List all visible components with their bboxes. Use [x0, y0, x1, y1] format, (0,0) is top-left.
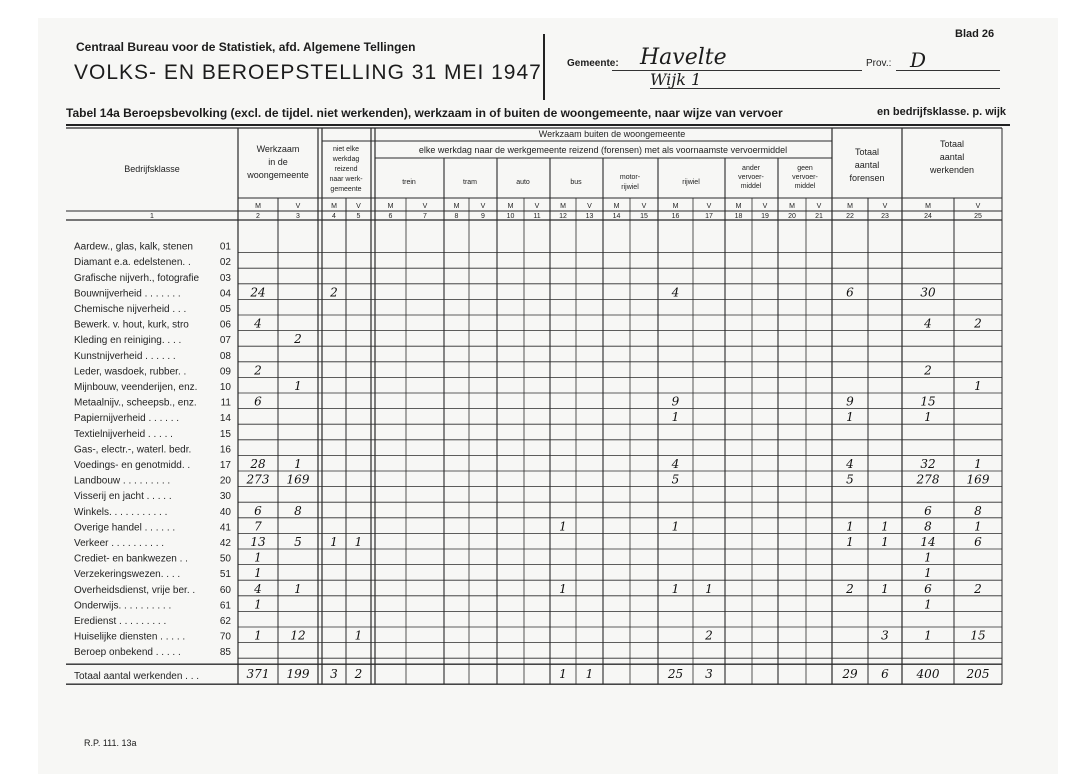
cell-value: 15	[920, 394, 936, 409]
cell-value: 8	[294, 503, 302, 518]
column-sex-label: V	[295, 203, 301, 210]
cell-value: 8	[924, 519, 932, 534]
cell-value: 8	[974, 503, 982, 518]
cell-value: 1	[881, 581, 889, 596]
totaal-werkenden-header: aantal	[939, 152, 965, 162]
cell-value: 4	[671, 285, 680, 300]
niet-elke-header: gemeente	[330, 186, 362, 193]
niet-elke-header: niet elke	[332, 146, 360, 153]
total-value: 400	[916, 667, 940, 682]
total-value: 25	[667, 667, 684, 682]
row-code: 42	[219, 538, 231, 549]
row-code: 01	[219, 241, 231, 253]
column-number: 18	[734, 213, 743, 220]
column-sex-label: M	[560, 203, 566, 210]
motor-rijwiel-header: rijwiel	[621, 184, 639, 191]
column-sex-label: M	[672, 203, 679, 210]
cell-value: 2	[254, 363, 262, 378]
cell-value: 6	[254, 394, 262, 409]
prov-label: Prov.:	[866, 58, 892, 69]
column-sex-label: M	[453, 203, 460, 210]
column-sex-label: M	[789, 203, 795, 210]
column-number: 22	[846, 213, 854, 220]
cell-value: 1	[974, 457, 982, 471]
table-title-extension: en bedrijfsklasse. p. wijk	[877, 106, 1006, 118]
total-value: 3	[330, 667, 338, 682]
form-title: VOLKS- EN BEROEPSTELLING 31 MEI 1947	[74, 61, 542, 84]
cell-value: 2	[924, 363, 932, 378]
column-sex-label: V	[587, 203, 592, 210]
row-label: Huiselijke diensten . . . . .	[74, 631, 186, 643]
row-code: 08	[219, 350, 231, 362]
total-value: 1	[585, 667, 594, 682]
column-number: 11	[533, 213, 541, 220]
column-sex-label: V	[422, 203, 428, 210]
column-number: 10	[506, 213, 515, 220]
column-number: 20	[788, 213, 796, 220]
total-value: 371	[246, 667, 270, 682]
cell-value: 7	[254, 519, 262, 534]
bedrijfsklasse-header: Bedrijfsklasse	[124, 164, 180, 174]
column-number: 21	[815, 213, 823, 220]
total-value: 199	[286, 667, 310, 682]
cell-value: 1	[671, 519, 680, 534]
cell-value: 1	[924, 628, 932, 643]
werkzaam-in-header: in de	[268, 157, 288, 167]
column-number: 7	[423, 213, 427, 220]
column-sex-label: V	[641, 203, 647, 210]
row-label: Landbouw . . . . . . . . .	[74, 475, 171, 487]
column-number: 2	[256, 213, 260, 220]
column-sex-label: M	[387, 203, 394, 210]
cell-value: 1	[924, 550, 932, 565]
total-value: 29	[842, 667, 858, 682]
cell-value: 278	[916, 472, 940, 487]
cell-value: 1	[254, 550, 262, 565]
wijk-handwritten-value: Wijk 1	[650, 70, 702, 89]
row-code: 51	[219, 569, 231, 581]
bus-header: bus	[570, 179, 582, 186]
row-code: 30	[219, 491, 231, 503]
row-label: Overige handel . . . . . .	[74, 522, 176, 534]
column-number: 13	[585, 213, 594, 220]
column-number: 8	[454, 213, 459, 220]
cell-value: 1	[846, 410, 854, 425]
auto-header: auto	[516, 179, 530, 186]
niet-elke-header: reizend	[334, 166, 358, 173]
cell-value: 4	[671, 457, 680, 471]
row-label: Metaalnijv., scheepsb., enz.	[74, 397, 197, 409]
table-title: Tabel 14a Beroepsbevolking (excl. de tijdel. niet werkenden), werkzaam in of buiten de woongemeente, naar wijze van vervoer	[66, 106, 783, 120]
row-label: Aardew., glas, kalk, stenen	[74, 241, 193, 253]
rijwiel-header: rijwiel	[682, 179, 700, 186]
gemeente-handwritten-value: Havelte	[640, 45, 727, 70]
cell-value: 14	[920, 535, 936, 549]
cell-value: 1	[846, 535, 854, 549]
row-label: Crediet- en bankwezen . .	[74, 553, 188, 565]
column-number: 24	[924, 213, 932, 220]
row-code: 05	[219, 304, 231, 315]
total-value: 205	[966, 667, 990, 682]
cell-value: 5	[671, 472, 680, 487]
geen-vervoermiddel-header: vervoer-	[792, 174, 818, 181]
row-label: Leder, wasdoek, rubber. .	[74, 366, 187, 378]
totaal-forensen-header: aantal	[854, 160, 880, 170]
column-number: 12	[559, 213, 567, 220]
row-label: Gas-, electr.-, waterl. bedr.	[74, 444, 192, 456]
cell-value: 6	[846, 285, 854, 300]
row-code: 16	[219, 444, 231, 456]
cell-value: 2	[330, 285, 338, 300]
cell-value: 2	[974, 316, 982, 331]
row-label: Onderwijs. . . . . . . . . .	[74, 600, 172, 612]
cell-value: 5	[846, 472, 854, 487]
row-code: 61	[219, 600, 231, 612]
row-label: Verzekeringswezen. . . .	[74, 569, 181, 581]
cell-value: 1	[354, 628, 363, 643]
row-label: Eredienst . . . . . . . . .	[74, 616, 167, 627]
total-value: 2	[354, 667, 363, 682]
column-sex-label: M	[925, 203, 931, 210]
ander-vervoermiddel-header: ander	[742, 165, 760, 172]
cell-value: 1	[330, 535, 338, 549]
row-code: 07	[219, 335, 231, 347]
column-number: 3	[296, 213, 300, 220]
column-sex-label: V	[706, 203, 712, 210]
cell-value: 1	[254, 597, 262, 612]
row-code: 15	[219, 428, 231, 440]
row-label: Verkeer . . . . . . . . . .	[74, 538, 165, 549]
row-code: 85	[219, 647, 231, 659]
totaal-forensen-header: forensen	[849, 173, 885, 183]
cell-value: 9	[846, 394, 854, 409]
cell-value: 1	[924, 597, 932, 612]
row-label: Textielnijverheid . . . . .	[74, 428, 173, 440]
row-label: Visserij en jacht . . . . .	[74, 491, 172, 503]
cell-value: 5	[294, 535, 302, 549]
column-sex-label: M	[735, 203, 742, 210]
row-code: 03	[219, 272, 231, 284]
row-code: 09	[219, 366, 231, 378]
cell-value: 15	[970, 628, 986, 643]
cell-value: 6	[254, 503, 262, 518]
cell-value: 1	[294, 379, 302, 393]
column-sex-label: M	[255, 203, 261, 210]
column-number: 15	[640, 213, 648, 220]
row-code: 41	[219, 522, 231, 534]
cell-value: 4	[846, 457, 854, 471]
cell-value: 4	[254, 316, 262, 331]
row-code: 20	[219, 475, 231, 487]
cell-value: 6	[974, 535, 982, 549]
row-code: 11	[220, 397, 231, 409]
cell-value: 2	[974, 581, 982, 596]
page-number: Blad 26	[955, 28, 995, 40]
column-sex-label: V	[816, 203, 822, 210]
cell-value: 1	[974, 519, 982, 534]
row-label: Bouwnijverheid . . . . . . .	[74, 288, 181, 300]
column-number: 23	[881, 213, 889, 220]
row-code: 02	[219, 257, 231, 269]
cell-value: 4	[254, 581, 262, 596]
column-sex-label: V	[882, 203, 888, 210]
cell-value: 1	[254, 566, 262, 581]
cell-value: 28	[250, 457, 266, 471]
cell-value: 2	[705, 628, 713, 643]
column-number: 16	[671, 213, 680, 220]
row-label: Kleding en reiniging. . . .	[74, 335, 182, 347]
column-sex-label: V	[975, 203, 981, 210]
row-code: 14	[219, 413, 231, 425]
totaal-werkenden-header: Totaal	[939, 139, 965, 149]
cell-value: 1	[671, 581, 680, 596]
cell-value: 1	[881, 519, 889, 534]
elke-werkdag-header: elke werkdag naar de werkgemeente reizend (forensen) met als voornaamste vervoermiddel	[418, 145, 788, 155]
column-sex-label: V	[534, 203, 540, 210]
cell-value: 1	[559, 581, 567, 596]
gemeente-label: Gemeente:	[567, 58, 619, 69]
row-label: Papiernijverheid . . . . . .	[74, 413, 180, 425]
row-code: 04	[219, 288, 231, 300]
tram-header: tram	[463, 179, 477, 186]
total-value: 1	[559, 667, 567, 682]
trein-header: trein	[402, 179, 416, 186]
motor-rijwiel-header: motor-	[619, 174, 641, 181]
column-sex-label: M	[331, 203, 337, 210]
column-number: 17	[705, 213, 713, 220]
column-number: 6	[388, 213, 393, 220]
total-row-label: Totaal aantal werkenden . . .	[74, 671, 200, 683]
total-value: 3	[705, 667, 713, 682]
niet-elke-header: werkdag	[332, 156, 360, 163]
row-label: Overheidsdienst, vrije ber. .	[74, 584, 196, 596]
cell-value: 12	[290, 628, 306, 643]
cell-value: 1	[924, 566, 932, 581]
cell-value: 1	[705, 581, 713, 596]
organization-name: Centraal Bureau voor de Statistiek, afd. Algemene Tellingen	[76, 40, 416, 54]
column-number: 5	[356, 213, 361, 220]
column-sex-label: V	[762, 203, 768, 210]
totaal-werkenden-header: werkenden	[929, 165, 975, 175]
row-label: Grafische nijverh., fotografie	[74, 272, 200, 284]
cell-value: 169	[286, 472, 310, 487]
column-sex-label: M	[847, 203, 853, 210]
cell-value: 6	[924, 581, 932, 596]
cell-value: 1	[846, 519, 854, 534]
ander-vervoermiddel-header: middel	[740, 183, 762, 190]
cell-value: 2	[294, 332, 302, 347]
form-code: R.P. 111. 13a	[84, 738, 137, 748]
column-number: 4	[332, 213, 336, 220]
row-code: 62	[219, 616, 231, 627]
cell-value: 169	[966, 472, 990, 487]
cell-value: 1	[671, 410, 680, 425]
column-sex-label: V	[356, 203, 361, 210]
row-label: Bewerk. v. hout, kurk, stro	[74, 319, 189, 331]
cell-value: 32	[920, 457, 936, 471]
cell-value: 4	[924, 316, 932, 331]
column-number: 19	[761, 213, 769, 220]
cell-value: 30	[920, 285, 936, 300]
cell-value: 2	[846, 581, 854, 596]
cell-value: 9	[671, 394, 680, 409]
column-sex-label: M	[613, 203, 620, 210]
cell-value: 1	[974, 379, 982, 393]
row-code: 60	[219, 584, 231, 596]
geen-vervoermiddel-header: geen	[797, 165, 813, 172]
werkzaam-in-header: Werkzaam	[256, 144, 300, 154]
row-code: 40	[219, 506, 231, 518]
totaal-forensen-header: Totaal	[854, 147, 880, 157]
row-label: Winkels. . . . . . . . . . .	[74, 506, 168, 518]
row-code: 50	[219, 553, 231, 565]
cell-value: 1	[294, 457, 302, 471]
cell-value: 24	[250, 285, 266, 300]
cell-value: 1	[559, 519, 567, 534]
cell-value: 1	[924, 410, 932, 425]
buiten-header: Werkzaam buiten de woongemeente	[538, 129, 686, 139]
cell-value: 6	[924, 503, 932, 518]
prov-handwritten-value: D	[910, 48, 927, 72]
row-label: Voedings- en genotmidd. .	[74, 460, 191, 471]
row-label: Kunstnijverheid . . . . . .	[74, 350, 176, 362]
cell-value: 13	[250, 535, 266, 549]
column-sex-label: V	[480, 203, 486, 210]
row-label: Mijnbouw, veenderijen, enz.	[74, 382, 198, 393]
total-value: 6	[881, 667, 889, 682]
row-label: Chemische nijverheid . . .	[74, 304, 187, 315]
row-code: 06	[219, 319, 231, 331]
row-code: 17	[219, 460, 231, 471]
column-number: 14	[612, 213, 621, 220]
cell-value: 1	[881, 535, 889, 549]
cell-value: 1	[254, 628, 262, 643]
row-label: Diamant e.a. edelstenen. .	[74, 257, 191, 269]
row-code: 10	[219, 382, 231, 393]
cell-value: 3	[881, 628, 889, 643]
column-number: 9	[481, 213, 485, 220]
column-number: 1	[150, 213, 154, 220]
geen-vervoermiddel-header: middel	[794, 183, 816, 190]
niet-elke-header: naar werk-	[329, 176, 363, 183]
cell-value: 273	[246, 472, 270, 487]
column-sex-label: M	[507, 203, 514, 210]
row-code: 70	[219, 631, 231, 643]
row-label: Beroep onbekend . . . . .	[74, 647, 181, 659]
column-number: 25	[974, 213, 982, 220]
werkzaam-in-header: woongemeente	[247, 170, 309, 180]
ander-vervoermiddel-header: vervoer-	[738, 174, 764, 181]
cell-value: 1	[294, 581, 302, 596]
cell-value: 1	[354, 535, 363, 549]
